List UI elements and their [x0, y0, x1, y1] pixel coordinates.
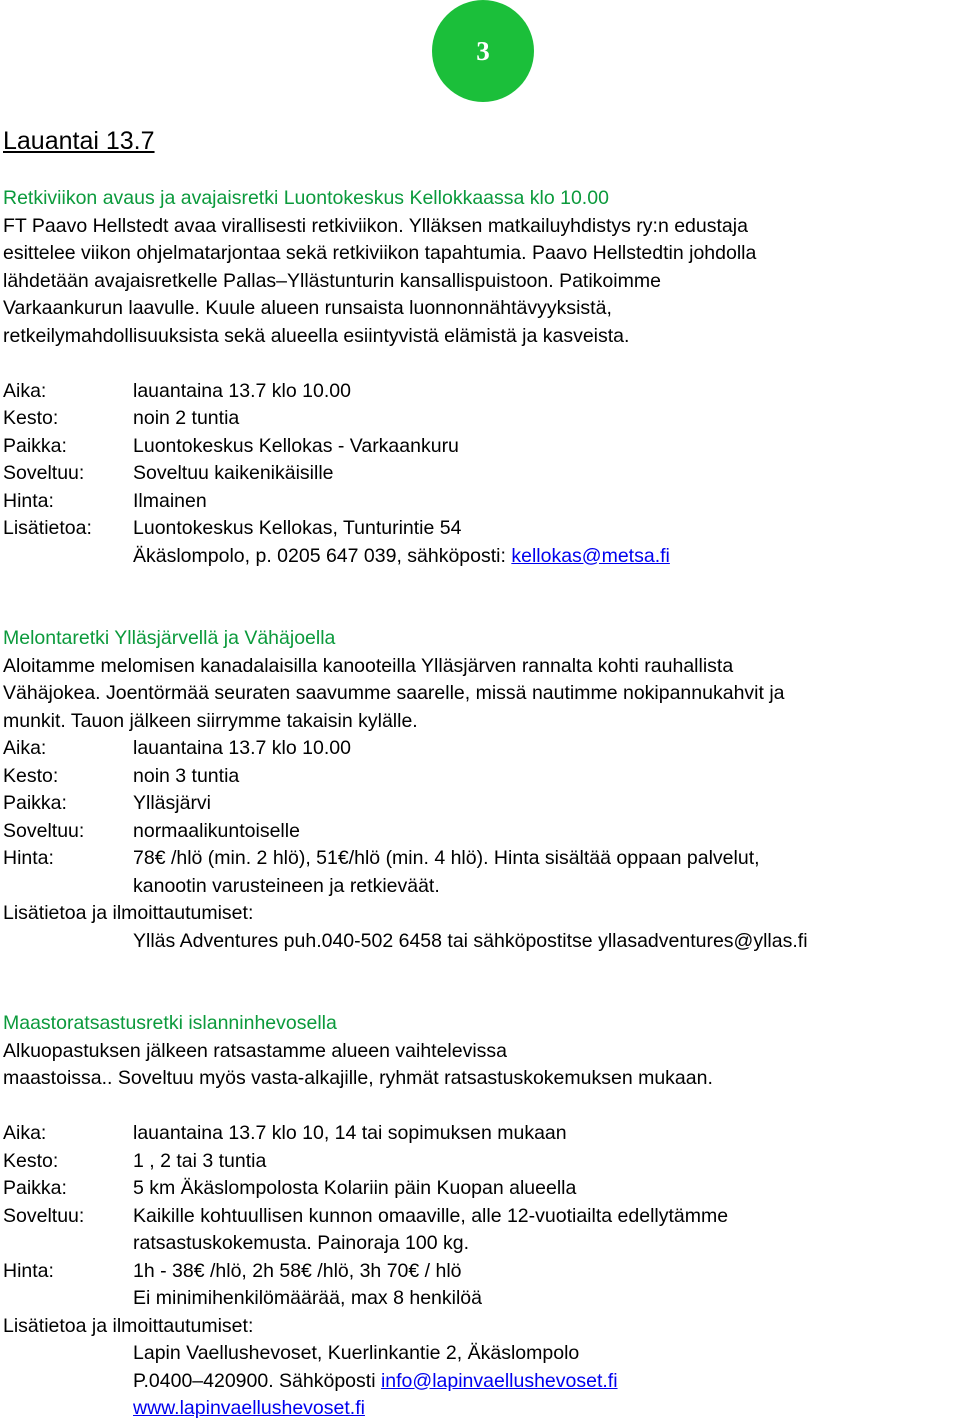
info-address-line: Lapin Vaellushevoset, Kuerlinkantie 2, Äkäslompolo [133, 1342, 580, 1364]
place-label: Paikka: [3, 434, 67, 457]
info-contact-line: Ylläs Adventures puh.040-502 6458 tai sähköpostitse yllasadventures@yllas.fi [133, 929, 808, 952]
day-title: Lauantai 13.7 [3, 127, 155, 155]
price-label: Hinta: [3, 1259, 54, 1282]
event-description [3, 1038, 959, 1093]
description-line: Alkuopastuksen jälkeen ratsastamme alueen vaihtelevissa [3, 1039, 508, 1062]
place-label: Paikka: [3, 792, 67, 814]
event-title: Maastoratsastusretki islanninhevosella [3, 1012, 337, 1034]
suitability-label: Soveltuu: [3, 819, 85, 842]
description-line: Aloitamme melomisen kanadalaisilla kanooteilla Ylläsjärven rannalta kohti rauhallista [3, 654, 734, 677]
description-line: munkit. Tauon jälkeen siirrymme takaisin kylälle. [3, 709, 418, 732]
price-value: 78€ /hlö (min. 2 hlö), 51€/hlö (min. 4 hlö). Hinta sisältää oppaan palvelut, [133, 847, 760, 869]
event-description [3, 213, 959, 351]
event-canoe-trip [3, 625, 959, 955]
price-continued: Ei minimihenkilömäärää, max 8 henkilöä [133, 1287, 482, 1309]
price-label: Hinta: [3, 489, 54, 512]
time-row [3, 378, 959, 406]
time-row [3, 735, 959, 763]
duration-value: noin 3 tuntia [133, 764, 240, 787]
price-row [3, 845, 959, 873]
time-value: lauantaina 13.7 klo 10, 14 tai sopimuksen mukaan [133, 1122, 567, 1144]
place-row [3, 790, 959, 818]
duration-value: 1 , 2 tai 3 tuntia [133, 1149, 267, 1172]
info-value: Luontokeskus Kellokas, Tunturintie 54 [133, 517, 462, 539]
duration-label: Kesto: [3, 407, 59, 429]
info-label: Lisätietoa ja ilmoittautumiset: [3, 1314, 254, 1337]
suitability-row [3, 1203, 959, 1231]
suitability-value: normaalikuntoiselle [133, 819, 300, 842]
event-opening-hike [3, 185, 959, 570]
website-link[interactable]: www.lapinvaellushevoset.fi [133, 1397, 365, 1419]
description-line: maastoissa.. Soveltuu myös vasta-alkajille, ryhmät ratsastuskokemuksen mukaan. [3, 1067, 713, 1089]
info-label: Lisätietoa ja ilmoittautumiset: [3, 902, 254, 924]
event-description [3, 653, 959, 736]
duration-row [3, 1148, 959, 1176]
place-value: Luontokeskus Kellokas - Varkaankuru [133, 434, 459, 457]
place-row [3, 433, 959, 461]
suitability-value: Soveltuu kaikenikäisille [133, 462, 334, 484]
email-link[interactable]: kellokas@metsa.fi [511, 544, 670, 567]
time-label: Aika: [3, 379, 47, 402]
suitability-continued: ratsastuskokemusta. Painoraja 100 kg. [133, 1232, 470, 1254]
price-continued: kanootin varusteineen ja retkieväät. [133, 874, 440, 897]
time-value: lauantaina 13.7 klo 10.00 [133, 379, 351, 402]
info-row [3, 515, 959, 543]
description-line: Vähäjokea. Joentörmää seuraten saavumme saarelle, missä nautimme nokipannukahvit ja [3, 682, 785, 704]
description-line: lähdetään avajaisretkelle Pallas–Yllästunturin kansallispuistoon. Patikoimme [3, 269, 661, 292]
info-label: Lisätietoa: [3, 517, 92, 539]
suitability-label: Soveltuu: [3, 1204, 85, 1227]
website-line [3, 1395, 959, 1423]
info-contact-line [3, 543, 959, 571]
time-row [3, 1120, 959, 1148]
place-label: Paikka: [3, 1177, 67, 1199]
duration-label: Kesto: [3, 1149, 59, 1172]
event-title: Retkiviikon avaus ja avajaisretki Luontokeskus Kellokkaassa klo 10.00 [3, 187, 609, 209]
suitability-row [3, 460, 959, 488]
info-contact-text: Äkäslompolo, p. 0205 647 039, sähköposti: [133, 544, 512, 567]
duration-row [3, 405, 959, 433]
duration-label: Kesto: [3, 764, 59, 787]
email-link[interactable]: info@lapinvaellushevoset.fi [380, 1369, 618, 1392]
price-label: Hinta: [3, 847, 54, 869]
description-line: Varkaankurun laavulle. Kuule alueen runsaista luonnonnähtävyyksistä, [3, 297, 612, 319]
info-contact-line [3, 1368, 959, 1396]
duration-value: noin 2 tuntia [133, 407, 240, 429]
place-row [3, 1175, 959, 1203]
place-value: 5 km Äkäslompolosta Kolariin päin Kuopan alueella [133, 1177, 577, 1199]
price-value: 1h - 38€ /hlö, 2h 58€ /hlö, 3h 70€ / hlö [133, 1259, 462, 1282]
description-line: esittelee viikon ohjelmatarjontaa sekä retkiviikon tapahtumia. Paavo Hellstedtin johdolla [3, 242, 757, 264]
info-contact-text: P.0400–420900. Sähköposti [133, 1369, 381, 1392]
place-value: Ylläsjärvi [133, 792, 212, 814]
description-line: retkeilymahdollisuuksista sekä alueella esiintyvistä elämistä ja kasveista. [3, 324, 630, 347]
time-label: Aika: [3, 1122, 47, 1144]
suitability-label: Soveltuu: [3, 462, 85, 484]
time-label: Aika: [3, 737, 47, 759]
description-line: FT Paavo Hellstedt avaa virallisesti retkiviikon. Ylläksen matkailuyhdistys ry:n edustaja [3, 214, 748, 237]
suitability-row [3, 818, 959, 846]
time-value: lauantaina 13.7 klo 10.00 [133, 737, 351, 759]
suitability-value: Kaikille kohtuullisen kunnon omaaville, alle 12-vuotiailta edellytämme [133, 1204, 729, 1227]
price-value: Ilmainen [133, 489, 207, 512]
event-horse-riding [3, 1010, 959, 1423]
price-row [3, 1258, 959, 1286]
duration-row [3, 763, 959, 791]
page-number-badge: 3 [432, 0, 534, 102]
event-title: Melontaretki Ylläsjärvellä ja Vähäjoella [3, 627, 336, 649]
price-row [3, 488, 959, 516]
